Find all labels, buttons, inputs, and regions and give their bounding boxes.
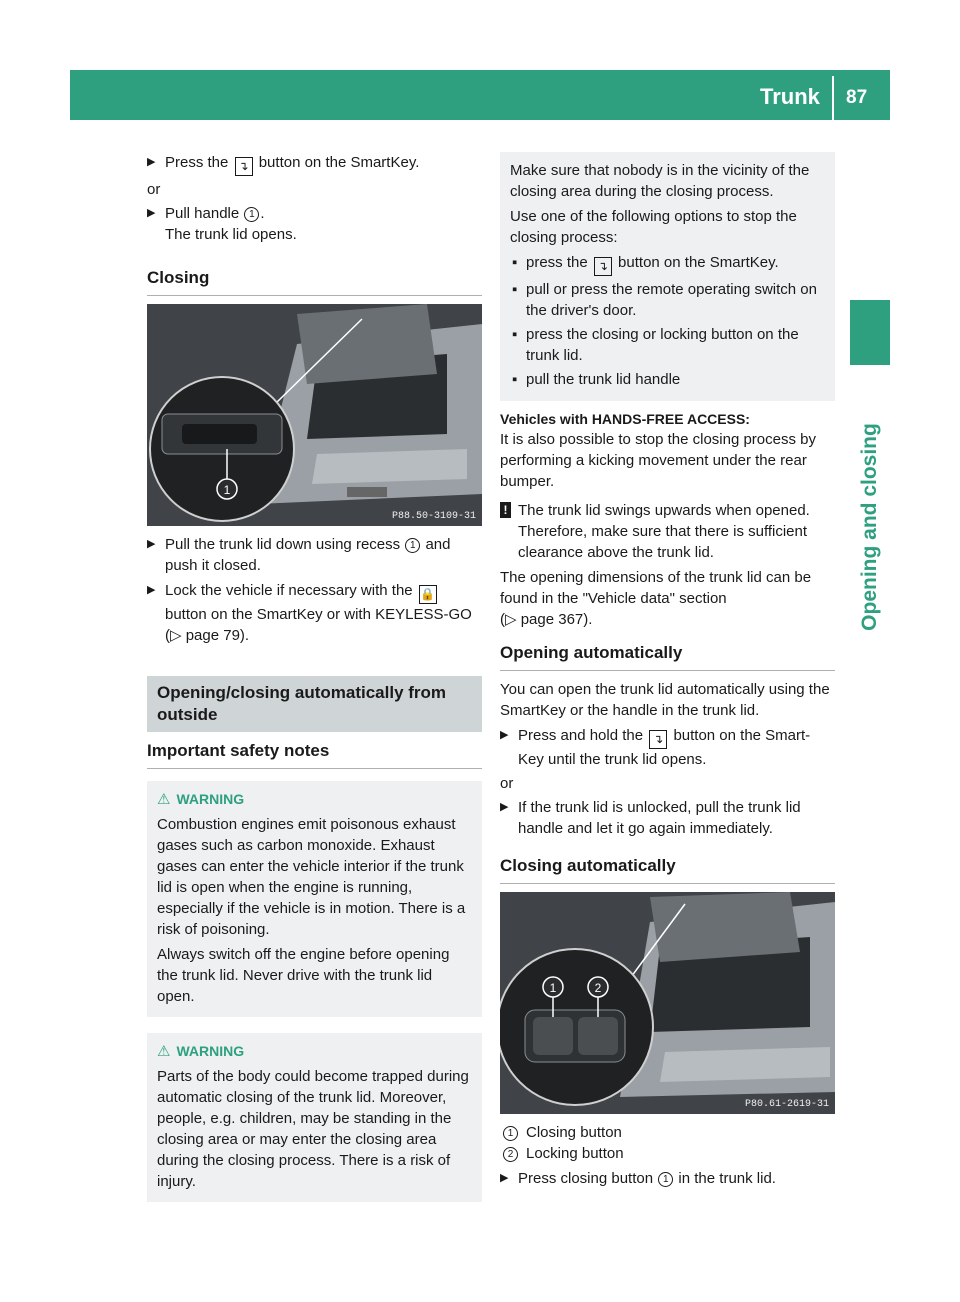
opening-automatically-heading: Opening automatically <box>500 642 835 671</box>
bullet-icon: ▪ <box>512 281 518 298</box>
section-heading: Opening/closing automatically from outside <box>147 676 482 732</box>
closing-buttons-illustration <box>500 892 835 1114</box>
warning-icon: ⚠ <box>157 791 171 808</box>
page-reference[interactable]: (▷ page 367). <box>500 611 593 628</box>
safety-notes-heading: Important safety notes <box>147 740 482 769</box>
legend-item: 2 Locking button <box>500 1143 835 1164</box>
callout-1-icon: 1 <box>503 1126 518 1141</box>
notice: ! The trunk lid swings upwards when opened. Therefore, make sure that there is sufficient clearance above the trunk lid. <box>500 500 835 563</box>
step-press-key: ▶ Press the ↴ button on the SmartKey. <box>147 152 482 176</box>
closing-automatically-heading: Closing automatically <box>500 855 835 884</box>
warning-box-1 <box>147 781 482 1017</box>
step-arrow-icon: ▶ <box>147 207 156 219</box>
list-item: ▪ pull the trunk lid handle <box>512 371 681 388</box>
step-result: The trunk lid opens. <box>165 226 297 243</box>
or-text: or <box>500 775 514 792</box>
figure-id: P88.50-3109-31 <box>391 511 476 522</box>
bullet-icon: ▪ <box>512 326 518 343</box>
header-divider <box>832 76 834 120</box>
hands-free-text: It is also possible to stop the closing process by performing a kicking movement under the rear bumper. <box>500 431 816 490</box>
legend-item: 1 Closing button <box>500 1122 835 1143</box>
trunk-key-icon: ↴ <box>235 157 253 176</box>
figure-id: P80.61-2619-31 <box>744 1099 829 1110</box>
page-number: 87 <box>846 87 868 108</box>
list-item: ▪ press the ↴ button on the SmartKey. <box>510 252 827 276</box>
step-lock-vehicle: ▶ Lock the vehicle if necessary with the 🔒 button on the SmartKey or with KEYLESS-GO (▷ page 79). <box>147 582 472 644</box>
exclamation-icon: ! <box>500 502 511 518</box>
warning-icon: ⚠ <box>157 1043 171 1060</box>
step-pull-unlocked: ▶ If the trunk lid is unlocked, pull the trunk lid handle and let it go again immediately. <box>500 799 801 837</box>
step-pull-recess: ▶ Pull the trunk lid down using recess 1 and push it closed. <box>147 536 451 574</box>
step-press-closing-button: ▶ Press closing button 1 in the trunk lid. <box>500 1170 776 1187</box>
trunk-key-icon: ↴ <box>594 257 612 276</box>
side-tab-block <box>850 300 890 365</box>
list-item: ▪ press the closing or locking button on the trunk lid. <box>512 326 799 364</box>
opening-auto-text: You can open the trunk lid automatically using the SmartKey or the handle in the trunk lid. <box>500 681 830 719</box>
or-text: or <box>147 181 161 198</box>
warning-title: ⚠ WARNING <box>157 1043 245 1060</box>
step-press-hold: ▶ Press and hold the ↴ button on the Smart-Key until the trunk lid opens. <box>500 727 811 768</box>
bullet-icon: ▪ <box>512 371 518 388</box>
stop-closing-box <box>500 152 835 401</box>
closing-heading: Closing <box>147 267 482 296</box>
page-reference[interactable]: (▷ page 79). <box>165 627 250 644</box>
step-arrow-icon: ▶ <box>147 584 156 596</box>
warning-text: Always switch off the engine before opening the trunk lid. Never drive with the trunk lid open. <box>157 946 450 1005</box>
step-arrow-icon: ▶ <box>500 729 509 741</box>
warning-text: Combustion engines emit poisonous exhaust gases such as carbon monoxide. Exhaust gases can enter the vehicle interior if the trunk lid is open when the engine is running, especially if the vehicle is in motion. There is a risk of poisoning. <box>157 816 466 938</box>
figure-callout-1: 1 <box>223 483 231 497</box>
trunk-key-icon: ↴ <box>649 730 667 749</box>
lock-key-icon: 🔒 <box>419 585 437 604</box>
warning-text: Parts of the body could become trapped during automatic closing of the trunk lid. Moreover, people, e.g. children, may be standing in the closing area or may enter the closing area during the closing process. There is a risk of injury. <box>157 1068 469 1190</box>
box-text: Make sure that nobody is in the vicinity of the closing area during the closing process. <box>510 162 810 200</box>
trunk-closing-illustration <box>147 304 482 526</box>
callout-1-icon: 1 <box>405 538 420 553</box>
bullet-icon: ▪ <box>512 254 518 271</box>
step-arrow-icon: ▶ <box>500 1172 509 1184</box>
right-column <box>500 152 835 1189</box>
left-column <box>147 152 482 1202</box>
hands-free-heading: Vehicles with HANDS-FREE ACCESS: <box>500 411 750 427</box>
trunk-closing-figure <box>147 304 482 526</box>
step-arrow-icon: ▶ <box>147 156 156 168</box>
side-section-label: Opening and closing <box>858 423 881 631</box>
callout-2-icon: 2 <box>503 1147 518 1162</box>
step-pull-handle: ▶ Pull handle 1 . The trunk lid opens. <box>147 205 297 243</box>
box-text: Use one of the following options to stop the closing process: <box>510 208 797 246</box>
step-arrow-icon: ▶ <box>147 538 156 550</box>
step-arrow-icon: ▶ <box>500 801 509 813</box>
callout-1-icon: 1 <box>244 207 259 222</box>
warning-box-2 <box>147 1033 482 1202</box>
figure-callout-1: 1 <box>549 981 557 995</box>
list-item: ▪ pull or press the remote operating switch on the driver's door. <box>512 281 817 319</box>
warning-title: ⚠ WARNING <box>157 791 245 808</box>
page-title: Trunk <box>760 84 820 109</box>
callout-1-icon: 1 <box>658 1172 673 1187</box>
closing-buttons-figure <box>500 892 835 1114</box>
dimensions-text: The opening dimensions of the trunk lid can be found in the "Vehicle data" section (▷ page 367). <box>500 569 812 628</box>
figure-callout-2: 2 <box>594 981 602 995</box>
